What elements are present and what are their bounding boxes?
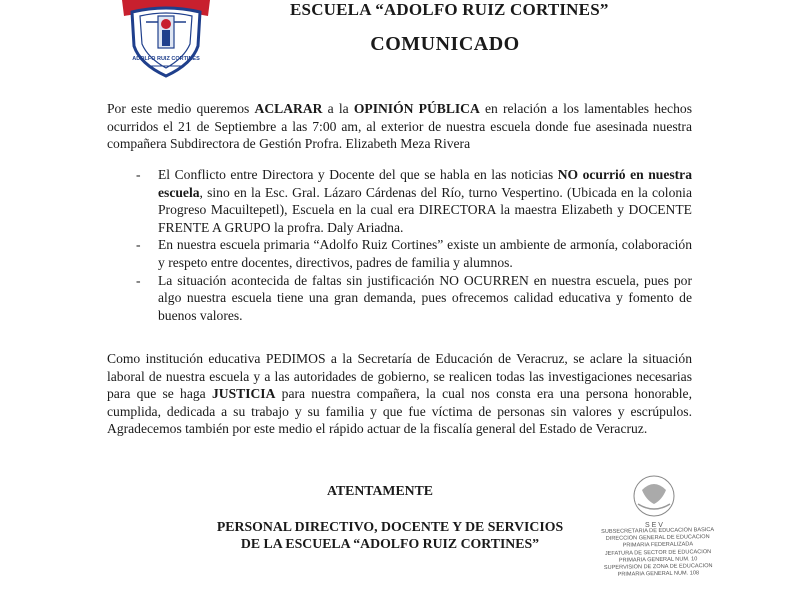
request-paragraph: Como institución educativa PEDIMOS a la Secretaría de Educación de Veracruz, se aclare la situación laboral de nuestra escuela y a las autoridades de gobierno, se realicen todas las investigaciones necesarias para que se haga JUSTICIA para nuestra compañera, la cual nos consta era una persona honorable, cumplida, dedicada a su trabajo y su familia y que fue víctima de personas sin valores y escrúpulos. Agradecemos también por este medio el rápido actuar de la fiscalía general del Estado de Veracruz. — [107, 351, 692, 437]
stamp-line: SUPERVISIÓN DE ZONA DE EDUCACIÓN — [603, 563, 713, 571]
clarifications-list — [108, 166, 692, 324]
school-title: ESCUELA “ADOLFO RUIZ CORTINES” — [290, 0, 609, 19]
list-item: - En nuestra escuela primaria “Adolfo Ruiz Cortines” existe un ambiente de armonía, colaboración y respeto entre docentes, directivos, padres de familia y alumnos. — [136, 237, 692, 270]
logo-text: ADOLFO RUIZ CORTINES — [132, 56, 200, 62]
document-title: COMUNICADO — [370, 33, 520, 55]
closing: ATENTAMENTE — [326, 483, 434, 498]
signature-block — [200, 518, 580, 552]
stamp-line: JEFATURA DE SECTOR DE EDUCACIÓN — [604, 548, 712, 557]
stamp-line: SUBSECRETARÍA DE EDUCACIÓN BÁSICA — [601, 527, 715, 535]
seal-agency: S E V — [645, 522, 663, 529]
stamp-line: DIRECCIÓN GENERAL DE EDUCACIÓN — [605, 534, 710, 543]
signature-line: PERSONAL DIRECTIVO, DOCENTE Y DE SERVICIOS — [216, 519, 564, 534]
list-item: - La situación acontecida de faltas sin justificación NO OCURREN en nuestra escuela, pues por algo nuestra escuela tiene una gran demanda, pues ofrecemos calidad educativa y fomento de buenos valores. — [136, 272, 692, 323]
stamp-line: PRIMARIA GENERAL NÚM. 108 — [617, 570, 700, 578]
stamp-line: PRIMARIA GENERAL NÚM. 10 — [618, 556, 698, 564]
list-item: - El Conflicto entre Directora y Docente del que se habla en las noticias NO ocurrió en nuestra escuela, sino en la Esc. Gral. Lázaro Cárdenas del Río, turno Vespertino. (Ubicada en la colonia Progreso Macuiltepetl), Escuela en la cual era DIRECTORA la maestra Elizabeth y DOCENTE FRENTE A GRUPO la profra. Daly Ariadna. — [136, 167, 692, 235]
stamp-line: PRIMARIA FEDERALIZADA — [622, 541, 694, 550]
intro-paragraph: Por este medio queremos ACLARAR a la OPINIÓN PÚBLICA en relación a los lamentables hechos ocurridos el 21 de Septiembre a las 7:00 am, al exterior de nuestra escuela donde fue asesinada nuestra compañera Subdirectora de Gestión Profra. Elizabeth Meza Rivera — [107, 101, 692, 152]
signature-line: DE LA ESCUELA “ADOLFO RUIZ CORTINES” — [240, 536, 540, 551]
official-seal — [612, 470, 696, 530]
seal-stamp-text — [583, 527, 734, 580]
